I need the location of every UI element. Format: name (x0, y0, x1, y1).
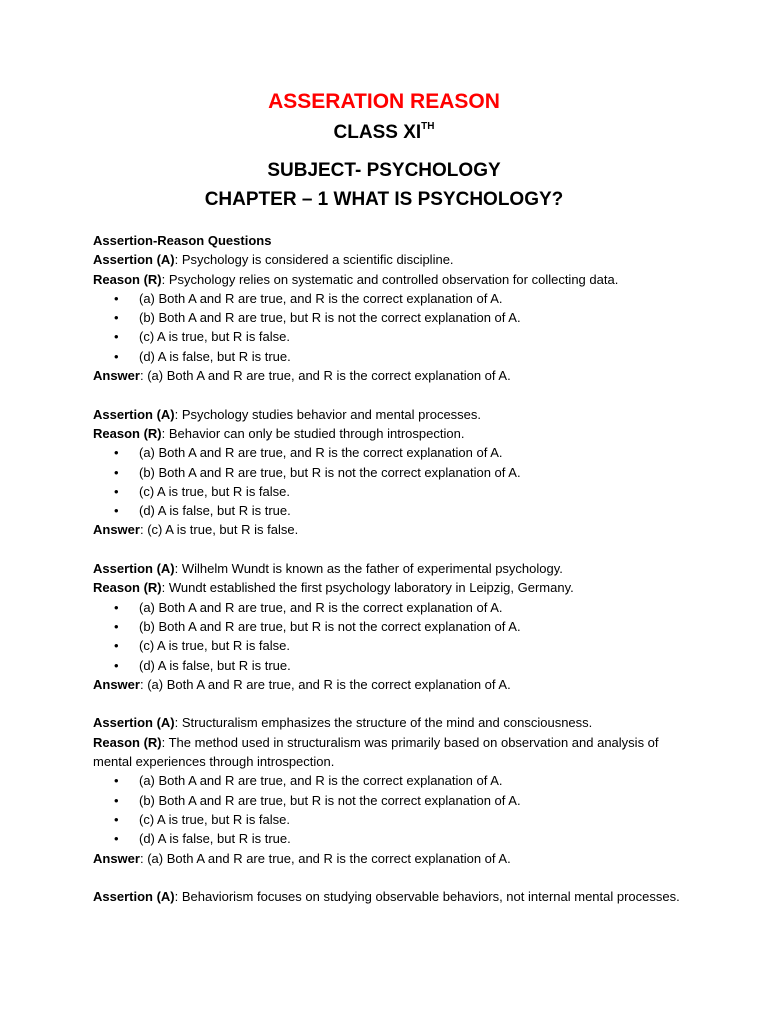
option-text: (b) Both A and R are true, but R is not the correct explanation of A. (139, 310, 521, 326)
question-block (93, 713, 693, 867)
option-text: (a) Both A and R are true, and R is the correct explanation of A. (139, 773, 503, 789)
bullet-icon: • (114, 792, 119, 808)
reason-label: Reason (R) (93, 271, 162, 287)
option-text: (d) A is false, but R is true. (139, 503, 291, 519)
bullet-icon: • (114, 831, 119, 847)
bullet-icon: • (114, 599, 119, 615)
reason-line (93, 270, 693, 289)
option-text: (c) A is true, but R is false. (139, 329, 290, 345)
assertion-label: Assertion (A) (93, 889, 175, 905)
option-item (93, 347, 693, 366)
class-line (0, 119, 768, 147)
document-header (0, 88, 768, 214)
assertion-text: : Psychology studies behavior and mental processes. (174, 406, 482, 422)
option-text: (d) A is false, but R is true. (139, 348, 291, 364)
section-heading: Assertion-Reason Questions (93, 233, 272, 248)
class-label: CLASS XI (333, 122, 422, 143)
bullet-icon: • (114, 445, 119, 461)
reason-label: Reason (R) (93, 425, 162, 441)
reason-text: : Psychology relies on systematic and controlled observation for collecting data. (161, 271, 619, 287)
option-text: (a) Both A and R are true, and R is the correct explanation of A. (139, 599, 503, 615)
assertion-label: Assertion (A) (93, 561, 175, 577)
class-suffix: TH (421, 121, 435, 132)
reason-text: : Wundt established the first psychology laboratory in Leipzig, Germany. (161, 580, 574, 596)
assertion-label: Assertion (A) (93, 406, 175, 422)
subject-line: SUBJECT- PSYCHOLOGY (267, 160, 501, 181)
assertion-line (93, 405, 693, 424)
option-item (93, 308, 693, 327)
assertion-line (93, 887, 693, 906)
answer-line (93, 366, 693, 385)
answer-line (93, 520, 693, 539)
options-list (93, 771, 693, 848)
option-text: (d) A is false, but R is true. (139, 657, 291, 673)
option-item (93, 656, 693, 675)
bullet-icon: • (114, 638, 119, 654)
bullet-icon: • (114, 773, 119, 789)
question-block (93, 250, 693, 385)
assertion-line (93, 559, 693, 578)
option-text: (a) Both A and R are true, and R is the correct explanation of A. (139, 290, 503, 306)
question-block (93, 559, 693, 694)
assertion-text: : Structuralism emphasizes the structure of the mind and consciousness. (174, 715, 593, 731)
reason-text: : Behavior can only be studied through introspection. (161, 425, 465, 441)
chapter-line: CHAPTER – 1 WHAT IS PSYCHOLOGY? (204, 189, 564, 210)
options-list (93, 443, 693, 520)
reason-label: Reason (R) (93, 580, 162, 596)
option-item (93, 327, 693, 346)
bullet-icon: • (114, 348, 119, 364)
question-block (93, 405, 693, 540)
reason-text: : The method used in structuralism was primarily based on observation and analysis of mental experiences through introspection. (93, 734, 659, 770)
option-text: (c) A is true, but R is false. (139, 638, 290, 654)
bullet-icon: • (114, 483, 119, 499)
option-text: (b) Both A and R are true, but R is not the correct explanation of A. (139, 792, 521, 808)
option-item (93, 463, 693, 482)
reason-line (93, 578, 693, 597)
options-list (93, 598, 693, 675)
option-item (93, 501, 693, 520)
bullet-icon: • (114, 503, 119, 519)
answer-text: : (a) Both A and R are true, and R is the correct explanation of A. (139, 368, 511, 384)
option-item (93, 443, 693, 462)
assertion-line (93, 713, 693, 732)
assertion-text: : Behaviorism focuses on studying observable behaviors, not internal mental processes. (174, 889, 680, 905)
answer-label: Answer (93, 522, 140, 538)
option-item (93, 598, 693, 617)
bullet-icon: • (114, 329, 119, 345)
reason-line (93, 733, 693, 772)
answer-label: Answer (93, 850, 140, 866)
assertion-line (93, 250, 693, 269)
option-item (93, 829, 693, 848)
bullet-icon: • (114, 657, 119, 673)
assertion-text: : Psychology is considered a scientific discipline. (174, 252, 454, 268)
option-text: (a) Both A and R are true, and R is the correct explanation of A. (139, 445, 503, 461)
option-text: (c) A is true, but R is false. (139, 483, 290, 499)
option-text: (d) A is false, but R is true. (139, 831, 291, 847)
option-item (93, 617, 693, 636)
bullet-icon: • (114, 618, 119, 634)
bullet-icon: • (114, 310, 119, 326)
options-list (93, 289, 693, 366)
bullet-icon: • (114, 811, 119, 827)
answer-text: : (a) Both A and R are true, and R is the correct explanation of A. (139, 676, 511, 692)
answer-line (93, 675, 693, 694)
answer-label: Answer (93, 368, 140, 384)
answer-text: : (a) Both A and R are true, and R is the correct explanation of A. (139, 850, 511, 866)
option-text: (b) Both A and R are true, but R is not the correct explanation of A. (139, 618, 521, 634)
answer-label: Answer (93, 676, 140, 692)
option-item (93, 482, 693, 501)
question-block (93, 887, 693, 906)
answer-text: : (c) A is true, but R is false. (139, 522, 299, 538)
option-item (93, 289, 693, 308)
bullet-icon: • (114, 464, 119, 480)
reason-label: Reason (R) (93, 734, 162, 750)
document-title: ASSERATION REASON (268, 90, 500, 113)
assertion-label: Assertion (A) (93, 252, 175, 268)
reason-line (93, 424, 693, 443)
option-item (93, 636, 693, 655)
option-text: (b) Both A and R are true, but R is not the correct explanation of A. (139, 464, 521, 480)
answer-line (93, 849, 693, 868)
option-item (93, 810, 693, 829)
assertion-text: : Wilhelm Wundt is known as the father of experimental psychology. (174, 561, 563, 577)
option-item (93, 771, 693, 790)
option-text: (c) A is true, but R is false. (139, 811, 290, 827)
question-content (93, 231, 693, 926)
bullet-icon: • (114, 290, 119, 306)
option-item (93, 791, 693, 810)
assertion-label: Assertion (A) (93, 715, 175, 731)
